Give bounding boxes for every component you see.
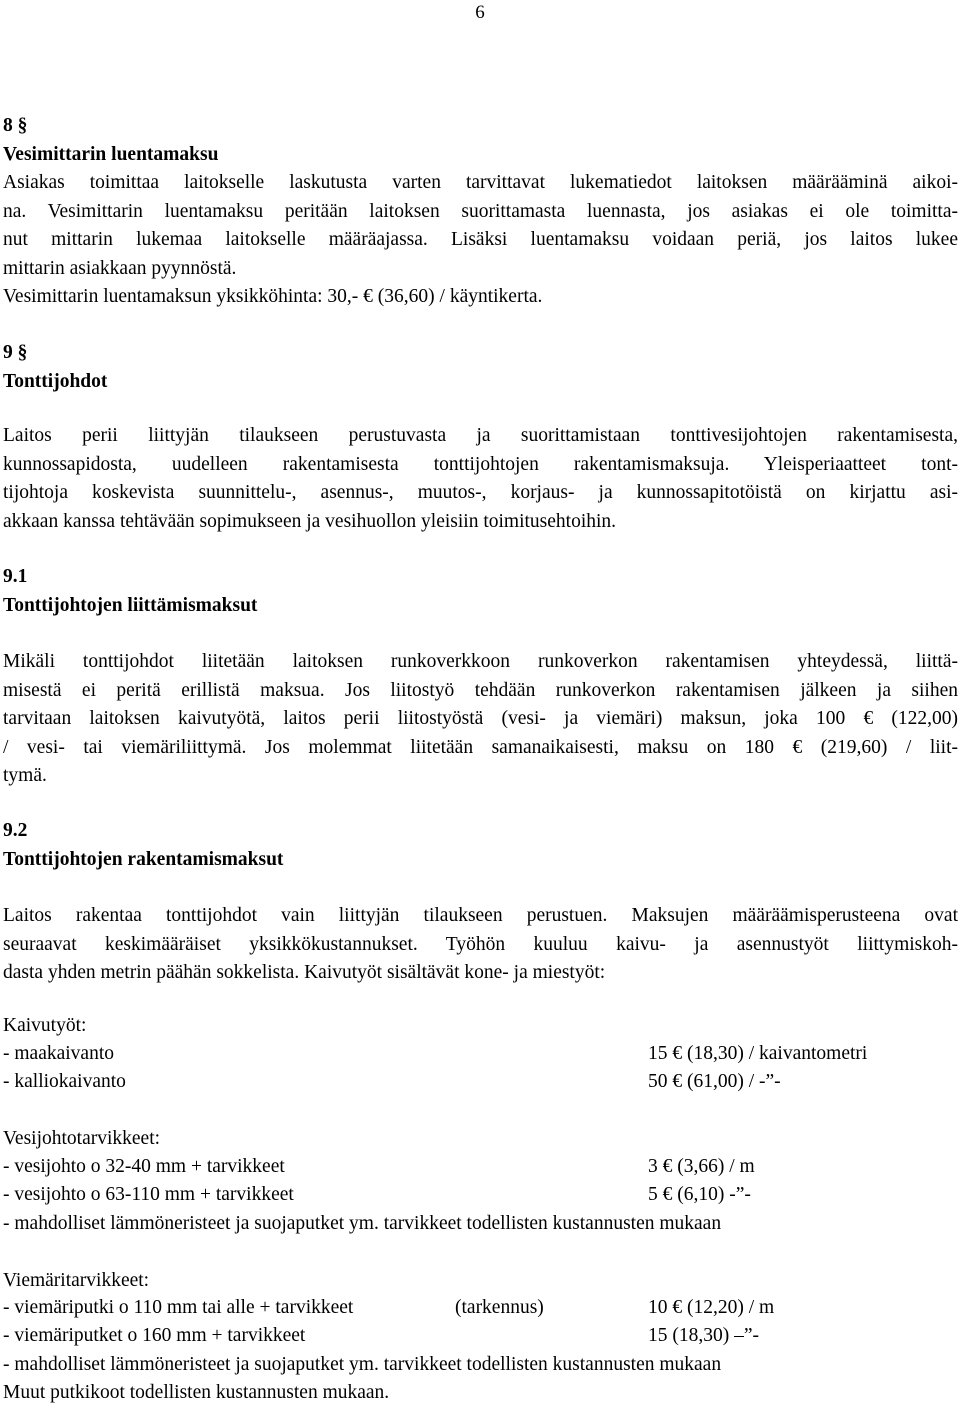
list-heading: Vesijohtotarvikkeet:	[3, 1128, 161, 1149]
list-item: - kalliokaivanto	[3, 1071, 126, 1092]
paragraph-line: tijohtoja koskevista suunnittelu-, asennus-, muutos-, korjaus- ja kunnossapitotöistä on kirjattu asi-	[3, 482, 958, 503]
list-item: - vesijohto o 32-40 mm + tarvikkeet	[3, 1156, 285, 1177]
list-heading: Viemäritarvikkeet:	[3, 1270, 150, 1291]
paragraph-line: Vesimittarin luentamaksun yksikköhinta: 30,- € (36,60) / käyntikerta.	[3, 286, 543, 307]
section-9	[3, 339, 958, 396]
paragraph-line: kunnossapidosta, uudelleen rakentamisesta tonttijohtojen rakentamismaksuja. Yleisperiaatteet tont-	[3, 453, 958, 475]
page-number: 6	[475, 2, 485, 23]
list-item-remark: (tarkennus)	[455, 1297, 544, 1318]
paragraph-line: nut mittarin lukemaa laitokselle määräajassa. Lisäksi luentamaksu voidaan periä, jos laitos lukee	[3, 229, 958, 250]
paragraph-line: Laitos perii liittyjän tilaukseen perustuvasta ja suorittamistaan tonttivesijohtojen rakentamisesta,	[3, 425, 958, 446]
paragraph-line: seuraavat keskimääräiset yksikkökustannukset. Työhön kuuluu kaivu- ja asennustyöt liittymiskoh-	[3, 933, 958, 955]
paragraph-line: tymä.	[3, 765, 47, 786]
section-9-body	[3, 422, 958, 536]
section-9-1-body	[3, 648, 958, 791]
list-note: - mahdolliset lämmöneristeet ja suojaputket ym. tarvikkeet todellisten kustannusten mukaan	[3, 1213, 722, 1234]
paragraph-line: tarvitaan laitoksen kaivutyötä, laitos perii liitostyöstä (vesi- ja viemäri) maksun, joka 100 € (122,00)	[3, 708, 958, 729]
list-item-price: 50 € (61,00) / -”-	[648, 1071, 781, 1092]
paragraph-line: Mikäli tonttijohdot liitetään laitoksen runkoverkkoon runkoverkon rakentamisen yhteydessä, liittä-	[3, 651, 958, 672]
list-item: - viemäriputket o 160 mm + tarvikkeet	[3, 1325, 306, 1346]
list-item: - vesijohto o 63-110 mm + tarvikkeet	[3, 1184, 294, 1205]
paragraph-line: Asiakas toimittaa laitokselle laskutusta varten tarvittavat lukematiedot laitoksen määrääminä aikoi-	[3, 172, 958, 193]
section-number: 9 §	[3, 342, 28, 363]
section-title: Tonttijohtojen liittämismaksut	[3, 594, 258, 616]
list-item-price: 15 € (18,30) / kaivantometri	[648, 1043, 868, 1064]
paragraph-line: akkaan kanssa tehtävään sopimukseen ja vesihuollon yleisiin toimitusehtoihin.	[3, 510, 617, 532]
section-number: 9.2	[3, 820, 28, 841]
section-8	[3, 112, 958, 312]
section-title: Tonttijohdot	[3, 370, 108, 392]
list-item-price: 5 € (6,10) -”-	[648, 1184, 751, 1205]
section-9-2-body	[3, 902, 958, 988]
paragraph-line: Laitos rakentaa tonttijohdot vain liittyjän tilaukseen perustuen. Maksujen määräämisperusteena ovat	[3, 905, 958, 926]
paragraph-line: / vesi- tai viemäriliittymä. Jos molemmat liitetään samanaikaisesti, maksu on 180 € (219,60) / liit-	[3, 736, 958, 758]
section-9-1	[3, 563, 958, 620]
paragraph-line: na. Vesimittarin luentamaksu peritään laitoksen suorittamasta luennasta, jos asiakas ei ole toimitta-	[3, 200, 958, 222]
section-9-2	[3, 817, 958, 874]
section-title: Tonttijohtojen rakentamismaksut	[3, 848, 284, 870]
section-number: 9.1	[3, 566, 28, 587]
list-item-price: 10 € (12,20) / m	[648, 1297, 775, 1318]
paragraph-line: mittarin asiakkaan pyynnöstä.	[3, 257, 237, 279]
list-note: - mahdolliset lämmöneristeet ja suojaputket ym. tarvikkeet todellisten kustannusten mukaan	[3, 1354, 722, 1375]
list-item: - maakaivanto	[3, 1043, 114, 1064]
list-item-price: 3 € (3,66) / m	[648, 1156, 755, 1177]
paragraph-line: misestä ei peritä erillistä maksua. Jos liitostyö tehdään runkoverkon rakentamisen jälkeen ja siihen	[3, 679, 958, 701]
paragraph-line: dasta yhden metrin päähän sokkelista. Kaivutyöt sisältävät kone- ja miestyöt:	[3, 962, 606, 983]
list-item-price: 15 (18,30) –”-	[648, 1325, 760, 1346]
section-number: 8 §	[3, 115, 28, 136]
section-title: Vesimittarin luentamaksu	[3, 143, 219, 165]
closing-line: Muut putkikoot todellisten kustannusten mukaan.	[3, 1382, 390, 1403]
list-item: - viemäriputki o 110 mm tai alle + tarvikkeet	[3, 1297, 354, 1318]
list-heading: Kaivutyöt:	[3, 1015, 87, 1036]
